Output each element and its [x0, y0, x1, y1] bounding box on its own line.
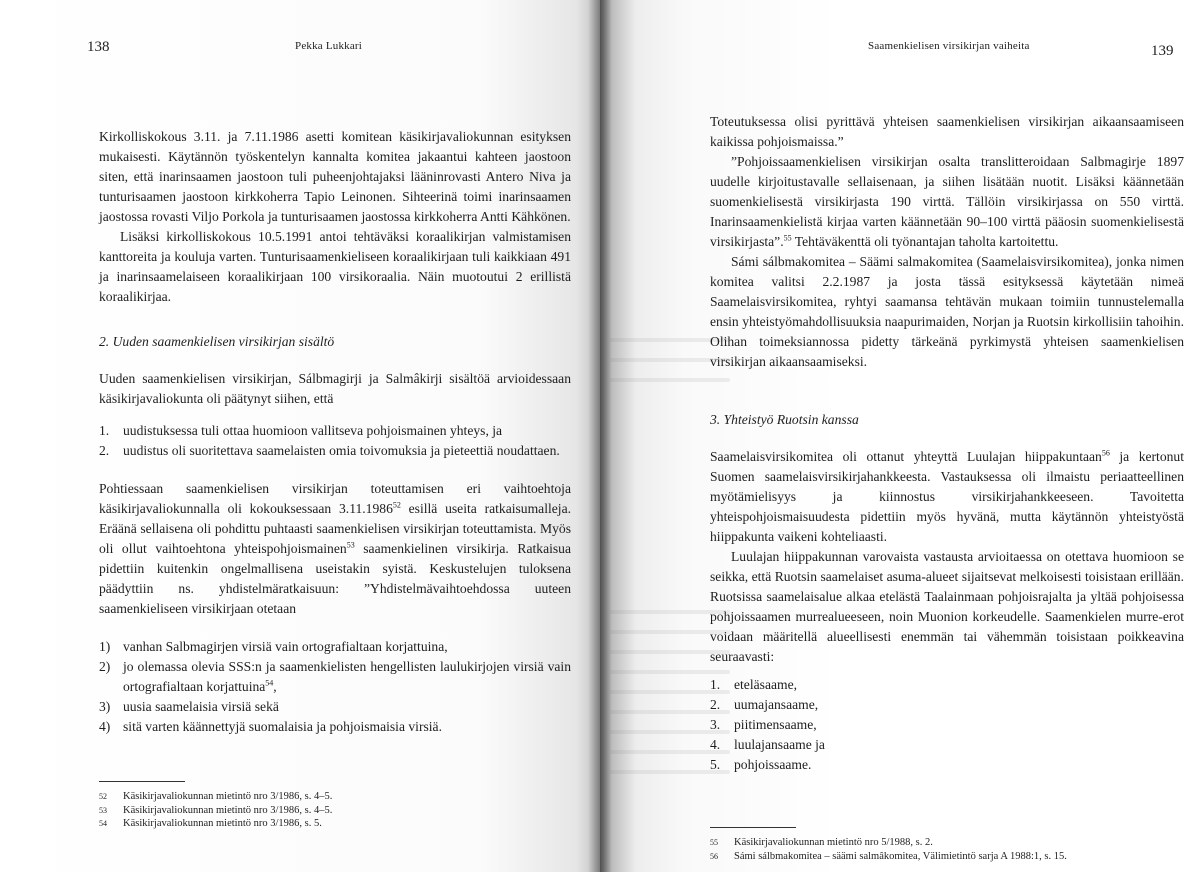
- list-number: 5.: [710, 757, 721, 772]
- footnote-text: Käsikirjavaliokunnan mietintö nro 3/1986, s. 4–5.: [123, 791, 333, 802]
- left-body: [99, 127, 571, 831]
- paragraph: [710, 447, 1184, 547]
- text-run: esillä useita ratkaisumalleja. Eräänä sellaisena oli pohdittu puhtaasti saamenkielisen virsikirjan toteuttamista. Myös oli ollut vaihtoehtona yhteispohjoismainen: [99, 501, 572, 556]
- footnote-number: 55: [710, 838, 718, 847]
- paragraph: [99, 479, 571, 619]
- list-number: 1): [99, 639, 111, 654]
- list-number: 2.: [99, 443, 110, 458]
- paragraph: Lisäksi kirkolliskokous 10.5.1991 antoi tehtäväksi koraalikirjan valmistamisen kanttoreita ja kouluja varten. Tunturisaamenkieliseen koraalikirjaan tuli kaikkiaan 491 ja inarinsaamelaiseen koraalikirjaan 100 virsikoraalia. Näin muotoutui 2 erillistä koraalikirjaa.: [99, 229, 571, 304]
- text-run: jo olemassa olevia SSS:n ja saamenkielisten hengellisten laulukirjojen virsiä vain ortografialtaan korjattuina: [123, 659, 571, 694]
- footnote-number: 56: [710, 851, 718, 861]
- footnote-text: Käsikirjavaliokunnan mietintö nro 3/1986, s. 4–5.: [123, 804, 333, 816]
- running-head: Pekka Lukkari: [295, 40, 363, 52]
- footnote-ref[interactable]: 55: [783, 233, 792, 243]
- list-item: [710, 695, 1184, 715]
- paragraph: Luulajan hiippakunnan varovaista vastausta arvioitaessa on otettava huomioon se seikka, että Ruotsin saamelaiset asuma-alueet sijaitsevat melkoisesti toisistaan erillään. Ruotsissa saamelaisalue alkaa etelästä Taalainmaan pohjoisrajalta ja yltää pohjoisessa pohjoissaamen murrealueeseen, noin Muonion korkeudelle. Saamenkielen murre-erot voidaan määritellä alueellisesti enemmän tai vähemmän toisistaan poikkeavina seuraavasti:: [710, 549, 1184, 664]
- paragraph: Uuden saamenkielisen virsikirjan, Sálbmagirji ja Salmâkirji sisältöä arvioidessaan käsikirjavaliokunta oli päätynyt siihen, että: [99, 371, 571, 406]
- list-item: [99, 421, 571, 441]
- list-item: [710, 675, 1184, 695]
- paragraph: [710, 152, 1184, 252]
- list-number: 2): [99, 659, 111, 674]
- footnote-rule: [99, 781, 185, 782]
- list-text: eteläsaame,: [734, 677, 798, 692]
- list-item: [99, 697, 571, 717]
- list-item: [99, 717, 571, 737]
- footnote-ref[interactable]: 52: [392, 500, 401, 510]
- footnote-ref[interactable]: 53: [346, 540, 355, 550]
- list-text: uumajansaame,: [734, 697, 819, 712]
- footnote-rule: [710, 827, 796, 828]
- list-number: 3): [99, 699, 111, 714]
- list-text: vanhan Salbmagirjen virsiä vain ortografialtaan korjattuina,: [123, 639, 448, 654]
- footnote: [99, 817, 571, 831]
- list-text: uudistuksessa tuli ottaa huomioon vallitseva pohjoismainen yhteys, ja: [123, 423, 503, 438]
- page-number: 138: [87, 39, 110, 55]
- list-number: 2.: [710, 697, 721, 712]
- footnote: [710, 836, 1184, 850]
- list-text: piitimensaame,: [734, 717, 817, 732]
- footnote-number: 52: [99, 792, 107, 801]
- section-heading: 3. Yhteistyö Ruotsin kanssa: [710, 412, 859, 427]
- list-text: luulajansaame ja: [734, 737, 825, 752]
- list-item: [710, 755, 1184, 775]
- numbered-list: [99, 421, 571, 461]
- text-run: Pohtiessaan saamenkielisen virsikirjan toteuttamisen eri vaihtoehtoja käsikirjavaliokunnalla oli kokouksessaan 3.11.1986: [99, 481, 571, 516]
- list-item: [99, 441, 571, 461]
- footnote-number: 53: [99, 805, 107, 815]
- right-page: [600, 0, 1200, 872]
- footnote: [710, 850, 1184, 864]
- paragraph: Toteutuksessa olisi pyrittävä yhteisen saamenkielisen virsikirjan aikaansaamiseen kaikissa pohjoismaissa.”: [710, 114, 1184, 149]
- list-text: pohjoissaame.: [734, 757, 812, 772]
- footnote-ref[interactable]: 54: [265, 678, 274, 688]
- footnote-text: Sámi sálbmakomitea – säämi salmâkomitea, Välimietintö sarja A 1988:1, s. 15.: [734, 850, 1067, 862]
- list-number: 4): [99, 719, 111, 734]
- paragraph: Sámi sálbmakomitea – Säämi salmakomitea (Saamelaisvirsikomitea), jonka nimen komitea valitsi 2.2.1987 ja josta tässä esityksessä käytetään nimeä Saamelaisvirsikomitea, ryhtyi saamansa tehtävän mukaan toimiin tunnustelemalla ensin yhteistyömahdollisuuksia naapurimaiden, Norjan ja Ruotsin kirkollisiin tahoihin. Olihan toimeksiannossa pidetty tärkeänä pyrkimystä yhteisen saamenkielisen virsikirjan aikaansaamiseksi.: [710, 254, 1184, 369]
- list-text: uudistus oli suoritettava saamelaisten omia toivomuksia ja pieteettiä noudattaen.: [123, 443, 560, 458]
- text-run: ja kertonut Suomen saamelaisvirsikirjahankkeesta. Vastauksessa oli ilmaistu periaatteellinen myötämielisyys ja kiinnostus virsikirjahankkeeseen. Tavoitetta yhteispohjoismaisuudesta pidettiin myös hyvänä, mutta käytännön yhteistyöstä hiippakunta vaikeni kohteliaasti.: [710, 449, 1184, 544]
- text-run: ”Pohjoissaamenkielisen virsikirjan osalta translitteroidaan Salbmagirje 1897 uudelle kirjoitustavalle sellaisenaan, ja siihen lisätään nuotit. Lisäksi käännetään suomenkielisestä virsikirjasta 190 virttä. Tällöin virsikirjassa on 550 virttä. Inarinsaamenkielistä kirjaa varten käännetään 90–100 virttä pääosin suomenkielisestä virsikirjasta”.: [710, 154, 1184, 249]
- list-number: 4.: [710, 737, 721, 752]
- footnote-text: Käsikirjavaliokunnan mietintö nro 5/1988, s. 2.: [734, 837, 933, 848]
- footnote-ref[interactable]: 56: [1101, 448, 1110, 458]
- page-number: 139: [1151, 43, 1174, 59]
- section-heading: 2. Uuden saamenkielisen virsikirjan sisältö: [99, 334, 335, 349]
- list-number: 1.: [99, 423, 110, 438]
- footnote: [99, 804, 571, 818]
- paragraph: Kirkolliskokous 3.11. ja 7.11.1986 asetti komitean käsikirjavaliokunnan esityksen mukaisesti. Käytännön työskentelyn kannalta komitea jakaantui kahteen jaostoon siten, että inarinsaamen jaostoon tuli puheenjohtajaksi lääninrovasti Antero Niva ja tunturisaamen jaostoon kirkkoherra Tapio Leinonen. Sihteerinä toimi inarinsaamen jaostossa rovasti Viljo Porkola ja tunturisaamen jaostossa kirkkoherra Antti Kähkönen.: [99, 129, 571, 224]
- list-number: 1.: [710, 677, 721, 692]
- text-run: Saamelaisvirsikomitea oli ottanut yhteyttä Luulajan hiippakuntaan: [710, 449, 1102, 464]
- running-head: Saamenkielisen virsikirjan vaiheita: [868, 40, 1030, 52]
- text-run: saamenkielinen virsikirja. Ratkaisua pidettiin kuitenkin ongelmallisena useistakin syistä. Keskustelujen tuloksena päädyttiin ns. yhdistelmäratkaisuun: ”Yhdistelmävaihtoehdossa uuteen saamenkieliseen virsikirjaan otetaan: [99, 541, 571, 616]
- right-body: [710, 112, 1184, 863]
- text-run: Tehtäväkenttä oli työnantajan taholta kartoitettu.: [791, 234, 1059, 249]
- list-item: [99, 657, 571, 697]
- list-text: sitä varten käännettyjä suomalaisia ja pohjoismaisia virsiä.: [123, 719, 442, 734]
- list-item: [710, 715, 1184, 735]
- list-number: 3.: [710, 717, 721, 732]
- text-run: ,: [273, 679, 277, 694]
- footnote-number: 54: [99, 819, 107, 828]
- list-item: [99, 637, 571, 657]
- numbered-list: [710, 675, 1184, 775]
- footnote: [99, 790, 571, 804]
- footnote-text: Käsikirjavaliokunnan mietintö nro 3/1986, s. 5.: [123, 818, 322, 829]
- list-text: uusia saamelaisia virsiä sekä: [123, 699, 279, 714]
- numbered-list: [99, 637, 571, 737]
- book-gutter: [588, 0, 612, 872]
- list-item: [710, 735, 1184, 755]
- list-text: [123, 657, 571, 697]
